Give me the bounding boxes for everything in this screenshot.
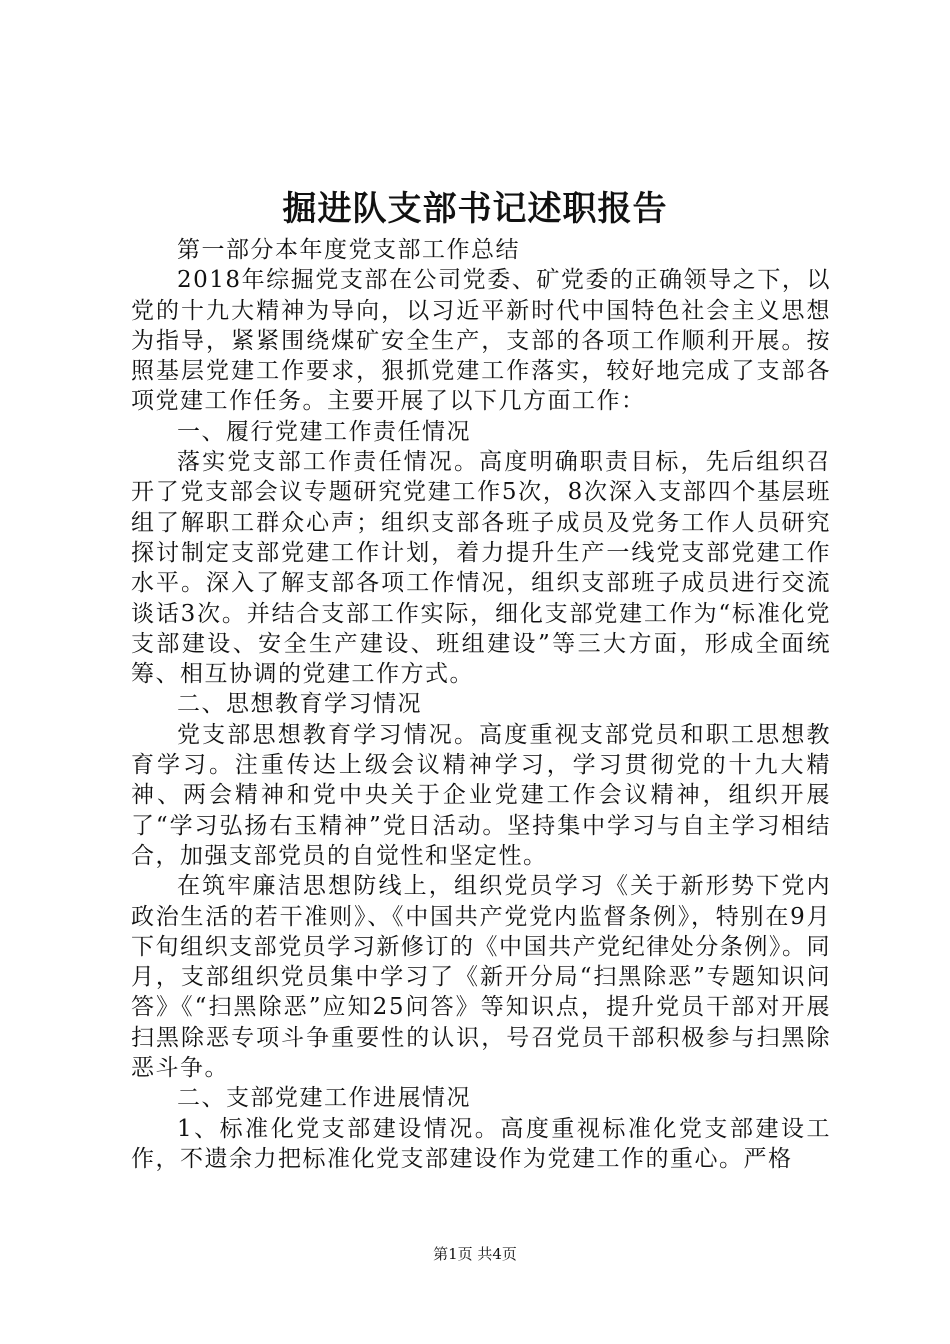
paragraph-education: 党支部思想教育学习情况。高度重视支部党员和职工思想教育学习。注重传达上级会议精神学习，学习贯彻党的十九大精神、两会精神和党中央关于企业党建工作会议精神，组织开展了“学习弘扬右玉精神”党日活动。坚持集中学习与自主学习相结合，加强支部党员的自觉性和坚定性。 — [131, 721, 831, 869]
paragraph-intro: 2018年综掘党支部在公司党委、矿党委的正确领导之下，以党的十九大精神为导向，以习近平新时代中国特色社会主义思想为指导，紧紧围绕煤矿安全生产，支部的各项工作顺利开展。按照基层党建工作要求，狠抓党建工作落实，较好地完成了支部各项党建工作任务。主要开展了以下几方面工作： — [131, 267, 831, 415]
paragraph-responsibility: 落实党支部工作责任情况。高度明确职责目标，先后组织召开了党支部会议专题研究党建工作5次，8次深入支部四个基层班组了解职工群众心声；组织支部各班子成员及党务工作人员研究探讨制定支部党建工作计划，着力提升生产一线党支部党建工作水平。深入了解支部各项工作情况，组织支部班子成员进行交流谈话3次。并结合支部工作实际，细化支部党建工作为“标准化党支部建设、安全生产建设、班组建设”等三大方面，形成全面统筹、相互协调的党建工作方式。 — [131, 449, 831, 688]
section-heading-1: 一、履行党建工作责任情况 — [177, 418, 471, 445]
section-heading-3: 二、支部党建工作进展情况 — [177, 1085, 471, 1112]
section-heading-2: 二、思想教育学习情况 — [177, 691, 422, 718]
section-heading-part-one: 第一部分本年度党支部工作总结 — [177, 237, 520, 263]
document-title: 掘进队支部书记述职报告 — [282, 189, 668, 229]
paragraph-standardization: 1、标准化党支部建设情况。高度重视标准化党支部建设工作，不遗余力把标准化党支部建设作为党建工作的重心。严格 — [131, 1115, 831, 1172]
paragraph-integrity: 在筑牢廉洁思想防线上，组织党员学习《关于新形势下党内政治生活的若干准则》、《中国共产党党内监督条例》，特别在9月下旬组织支部党员学习新修订的《中国共产党纪律处分条例》。同月，支部组织党员集中学习了《新开分局“扫黑除恶”专题知识问答》《“扫黑除恶”应知25问答》等知识点，提升党员干部对开展扫黑除恶专项斗争重要性的认识，号召党员干部积极参与扫黑除恶斗争。 — [131, 873, 831, 1082]
document-body — [131, 235, 831, 1174]
page-footer: 第1页 共4页 — [433, 1245, 517, 1263]
